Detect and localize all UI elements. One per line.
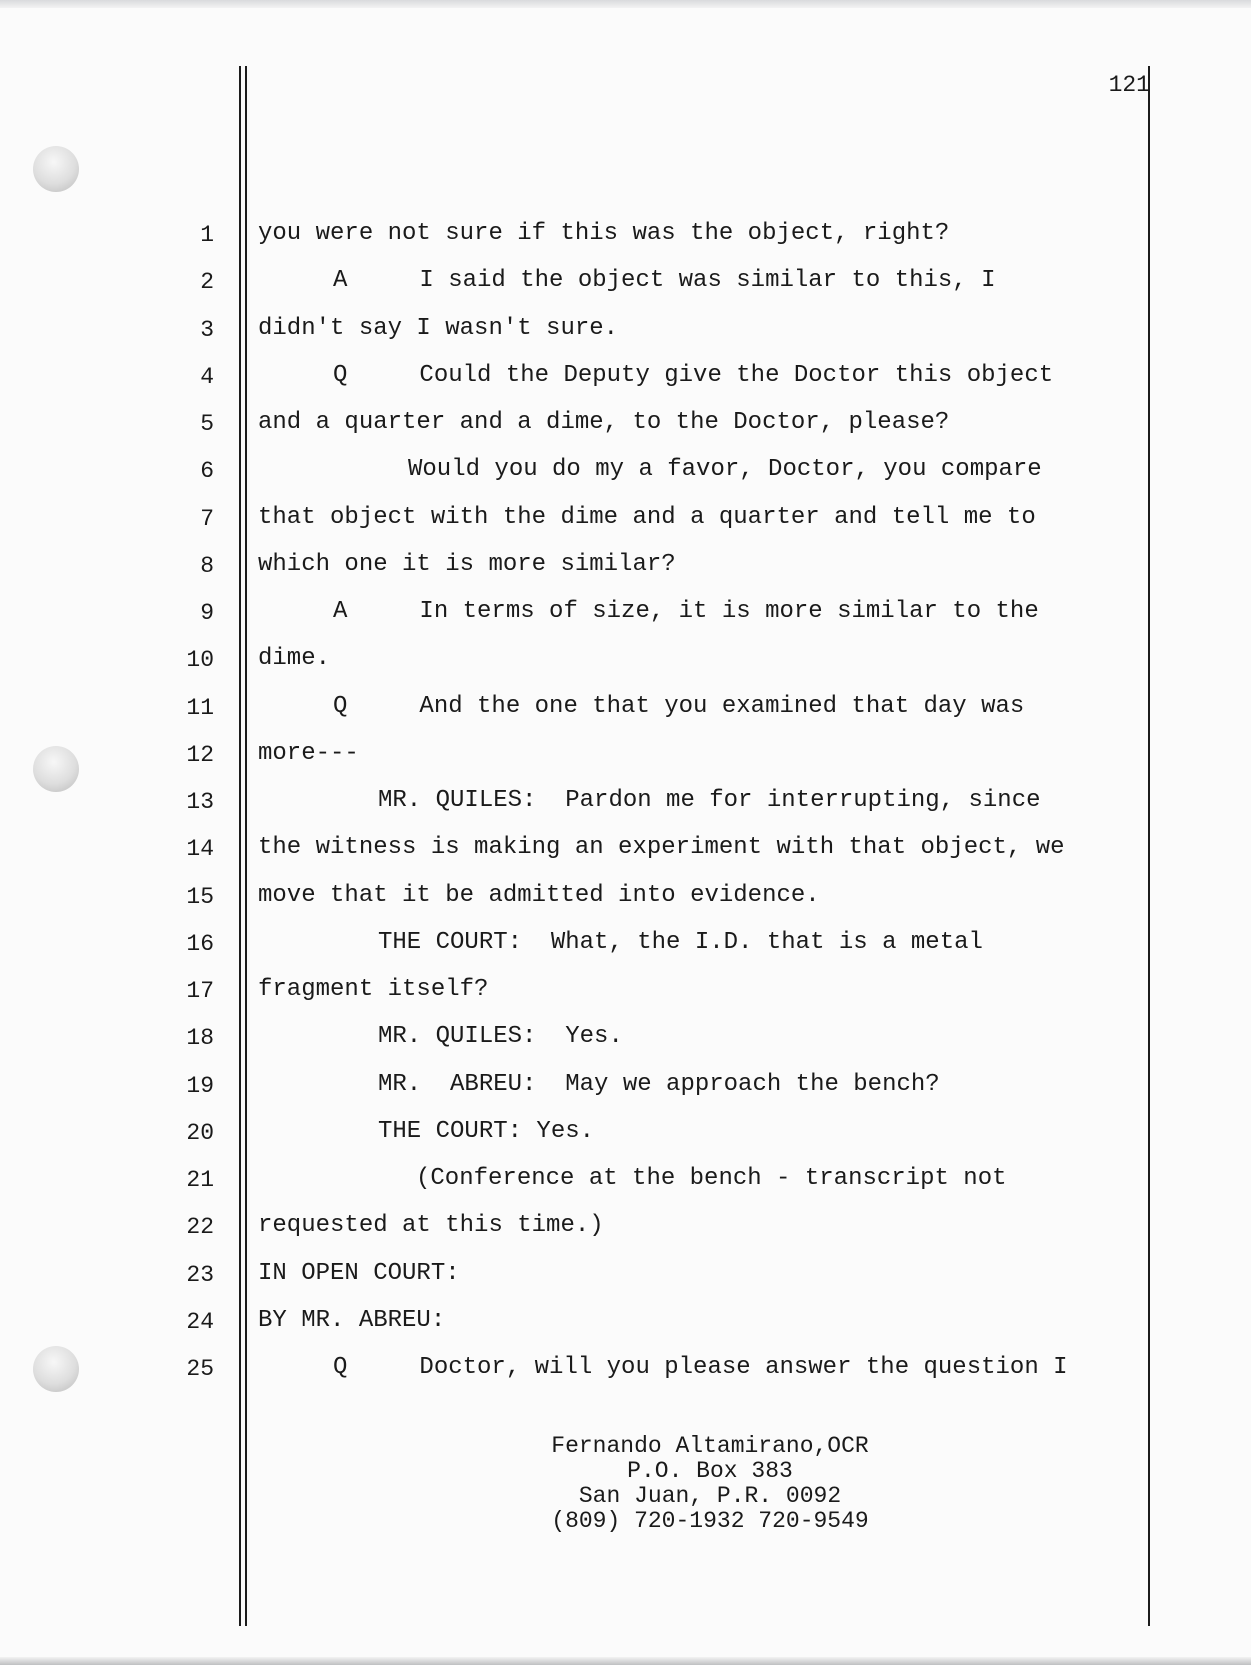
transcript-line: IN OPEN COURT: — [258, 1260, 460, 1287]
transcript-line: more--- — [258, 740, 359, 767]
binder-hole-middle — [33, 746, 79, 792]
transcript-line: Q Doctor, will you please answer the question I — [333, 1354, 1068, 1381]
line-number: 15 — [186, 884, 214, 910]
line-number: 23 — [186, 1262, 214, 1288]
line-number: 12 — [186, 742, 214, 768]
line-number: 10 — [186, 647, 214, 673]
line-number: 18 — [186, 1025, 214, 1051]
binder-hole-top — [33, 146, 79, 192]
right-margin-rule — [1148, 66, 1150, 1626]
footer-po-box: P.O. Box 383 — [627, 1458, 793, 1484]
footer-reporter-name: Fernando Altamirano,OCR — [551, 1433, 869, 1459]
line-number: 3 — [200, 317, 214, 343]
line-number: 2 — [200, 269, 214, 295]
transcript-line: A In terms of size, it is more similar to the — [333, 598, 1039, 625]
transcript-line: which one it is more similar? — [258, 551, 676, 578]
transcript-line: THE COURT: What, the I.D. that is a metal — [378, 929, 983, 956]
footer-phone: (809) 720-1932 720-9549 — [551, 1508, 869, 1534]
page-edge-bottom — [0, 1657, 1251, 1665]
transcript-line: that object with the dime and a quarter and tell me to — [258, 504, 1036, 531]
transcript-line: move that it be admitted into evidence. — [258, 882, 820, 909]
transcript-line: didn't say I wasn't sure. — [258, 315, 619, 342]
transcript-line: Would you do my a favor, Doctor, you compare — [408, 456, 1042, 483]
line-number: 13 — [186, 789, 214, 815]
transcript-line: A I said the object was similar to this, I — [333, 267, 996, 294]
page-edge-top — [0, 0, 1251, 8]
line-number: 24 — [186, 1309, 214, 1335]
line-number: 6 — [200, 458, 214, 484]
transcript-line: the witness is making an experiment with that object, we — [258, 834, 1065, 861]
line-number: 5 — [200, 411, 214, 437]
transcript-line: you were not sure if this was the object, right? — [258, 220, 950, 247]
left-margin-rule-2 — [245, 66, 247, 1626]
transcript-line: BY MR. ABREU: — [258, 1307, 446, 1334]
transcript-line: and a quarter and a dime, to the Doctor, please? — [258, 409, 950, 436]
line-number: 8 — [200, 553, 214, 579]
transcript-line: MR. QUILES: Pardon me for interrupting, since — [378, 787, 1041, 814]
line-number: 14 — [186, 836, 214, 862]
line-number: 17 — [186, 978, 214, 1004]
line-number: 11 — [186, 695, 214, 721]
line-number: 1 — [200, 222, 214, 248]
transcript-line: fragment itself? — [258, 976, 489, 1003]
line-number: 21 — [186, 1167, 214, 1193]
transcript-line: Q And the one that you examined that day was — [333, 693, 1025, 720]
line-number: 4 — [200, 364, 214, 390]
transcript-line: requested at this time.) — [258, 1212, 604, 1239]
line-number: 7 — [200, 506, 214, 532]
footer-city: San Juan, P.R. 0092 — [578, 1483, 842, 1509]
line-number: 19 — [186, 1073, 214, 1099]
page-number: 121 — [1108, 72, 1150, 98]
transcript-line: dime. — [258, 645, 331, 672]
left-margin-rule-1 — [239, 66, 241, 1626]
line-number: 16 — [186, 931, 214, 957]
line-number: 22 — [186, 1214, 214, 1240]
transcript-line: Q Could the Deputy give the Doctor this object — [333, 362, 1054, 389]
binder-hole-bottom — [33, 1346, 79, 1392]
transcript-line: THE COURT: Yes. — [378, 1118, 595, 1145]
transcript-line: MR. QUILES: Yes. — [378, 1023, 623, 1050]
transcript-line: (Conference at the bench - transcript not — [416, 1165, 1007, 1192]
line-number: 20 — [186, 1120, 214, 1146]
transcript-line: MR. ABREU: May we approach the bench? — [378, 1071, 940, 1098]
line-number: 9 — [200, 600, 214, 626]
line-number: 25 — [186, 1356, 214, 1382]
